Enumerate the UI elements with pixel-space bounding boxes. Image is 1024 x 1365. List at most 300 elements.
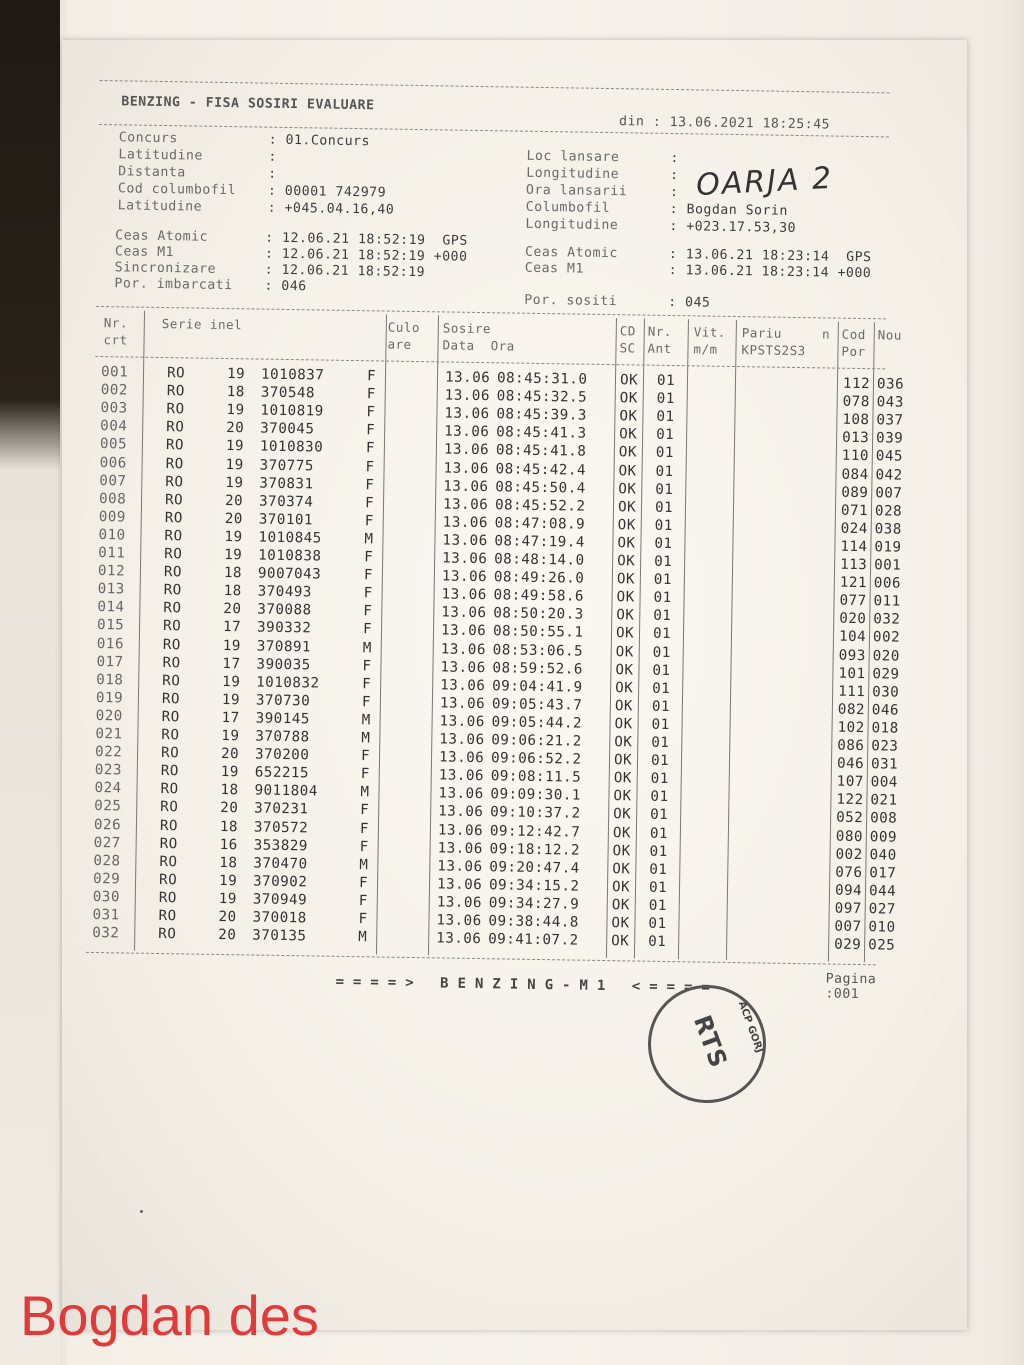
cell-data: 13.06	[436, 894, 483, 911]
cell-cod: 013	[841, 430, 870, 447]
cell-cod: 121	[839, 574, 868, 592]
cell-inel: 370200	[254, 746, 310, 764]
cell-data: 13.06	[439, 731, 485, 749]
cell-ora: 09:05:44.2	[491, 714, 583, 732]
cell-inel: 370470	[253, 855, 308, 873]
table-bottom-rule	[86, 952, 876, 965]
column-header-cd: CD SC	[619, 323, 636, 356]
cell-ora: 08:45:32.5	[496, 388, 588, 406]
cell-inel: 370018	[252, 909, 307, 927]
report-title: BENZING - FISA SOSIRI EVALUARE	[121, 94, 375, 114]
cell-an: 17	[222, 619, 242, 636]
cell-nou: 021	[870, 792, 898, 809]
cell-sex: M	[361, 730, 371, 747]
cell-nou: 027	[868, 901, 896, 918]
cell-cd: OK	[616, 589, 635, 606]
cell-nr: 028	[93, 852, 121, 870]
cell-inel: 370949	[252, 891, 308, 909]
cell-data: 13.06	[442, 532, 488, 550]
cell-inel: 652215	[254, 764, 310, 782]
cell-inel: 1010837	[260, 366, 325, 384]
cell-inel: 1010830	[259, 438, 324, 456]
cell-tara: RO	[164, 546, 183, 563]
cell-data: 13.06	[442, 496, 489, 513]
cell-cd: OK	[619, 426, 638, 443]
cell-inel: 370088	[257, 601, 312, 619]
cell-ant: 01	[655, 481, 674, 498]
cell-data: 13.06	[437, 858, 483, 875]
cell-tara: RO	[159, 817, 179, 834]
info-label: Latitudine	[118, 147, 203, 164]
cell-ora: 08:45:50.4	[495, 478, 586, 497]
column-header-cod: Cod Por	[841, 326, 866, 360]
cell-inel: 370902	[252, 873, 308, 891]
column-header-pariu: Pariu n KPSTS2S3	[741, 325, 831, 359]
cell-nou: 020	[872, 647, 900, 665]
cell-cd: OK	[614, 716, 633, 733]
cell-sex: F	[364, 549, 374, 566]
clock-label: Ceas M1	[114, 244, 175, 261]
column-header-serie: Serie inel	[161, 316, 243, 333]
cell-ora: 09:34:15.2	[488, 877, 580, 895]
cell-nr: 030	[92, 888, 121, 906]
cell-data: 13.06	[443, 441, 490, 459]
cell-cod: 086	[837, 737, 865, 755]
cell-nou: 032	[873, 611, 901, 628]
clock-value: : 13.06.21 18:23:14 +000	[668, 262, 872, 282]
cell-data: 13.06	[437, 839, 483, 857]
cell-cod: 122	[836, 791, 864, 809]
cell-cd: OK	[613, 806, 632, 823]
cell-ora: 09:05:43.7	[491, 696, 583, 714]
cell-an: 19	[221, 691, 241, 709]
cell-tara: RO	[161, 690, 181, 708]
cell-inel: 370231	[254, 800, 309, 818]
cell-cod: 020	[839, 610, 867, 628]
cell-data: 13.06	[444, 423, 490, 441]
info-value: : +023.17.53,30	[669, 218, 797, 236]
cell-nou: 009	[869, 828, 898, 846]
info-label: Cod columbofil	[117, 181, 237, 199]
cell-an: 18	[226, 384, 245, 401]
cell-sex: F	[365, 458, 375, 475]
cell-tara: RO	[161, 708, 180, 726]
cell-nr: 027	[93, 834, 121, 852]
cell-ora: 08:47:19.4	[494, 533, 585, 551]
paper-mark	[140, 1210, 143, 1213]
cell-tara: RO	[166, 365, 186, 382]
info-value: : 01.Concurs	[268, 132, 371, 150]
cell-inel: 370788	[255, 728, 310, 746]
cell-cd: OK	[611, 915, 630, 932]
cell-inel: 9007043	[257, 565, 322, 583]
clock-value: : 13.06.21 18:23:14 GPS	[668, 246, 872, 266]
cell-tara: RO	[158, 908, 177, 925]
cell-an: 19	[221, 727, 240, 745]
cell-tara: RO	[163, 600, 182, 617]
cell-nr: 012	[97, 563, 126, 580]
cell-nr: 020	[95, 707, 123, 725]
cell-data: 13.06	[443, 459, 489, 477]
cell-ora: 09:18:12.2	[489, 840, 581, 859]
cell-nr: 014	[97, 599, 125, 616]
cell-sex: M	[361, 712, 371, 729]
column-divider	[678, 319, 689, 959]
cell-inel: 370548	[260, 384, 316, 402]
cell-nou: 028	[874, 502, 903, 520]
clock-value: : 046	[264, 278, 307, 295]
info-value: :	[268, 149, 278, 165]
cell-ora: 08:45:41.8	[495, 442, 587, 461]
cell-cd: OK	[619, 390, 638, 407]
cell-cd: OK	[611, 933, 630, 950]
cell-cd: OK	[611, 878, 631, 896]
cell-cod: 084	[841, 466, 869, 483]
info-label: Longitudine	[525, 216, 619, 234]
cell-cod: 110	[841, 448, 870, 465]
cell-nou: 045	[875, 448, 904, 466]
cell-nr: 005	[99, 436, 128, 453]
cell-cd: OK	[612, 824, 632, 841]
cell-an: 20	[224, 510, 243, 528]
cell-cod: 112	[842, 375, 871, 393]
info-value: :	[268, 166, 277, 182]
cell-inel: 390145	[255, 710, 311, 728]
cell-nou: 017	[869, 864, 897, 882]
cell-inel: 390035	[256, 656, 311, 673]
cell-sex: F	[366, 386, 376, 403]
cell-ora: 09:38:44.8	[488, 913, 580, 931]
cell-inel: 370045	[260, 420, 315, 438]
cell-cd: OK	[615, 625, 635, 642]
cell-nou: 036	[876, 376, 905, 393]
cell-ora: 08:59:52.6	[492, 659, 584, 678]
cell-sex: F	[360, 802, 370, 819]
cell-ant: 01	[650, 789, 669, 806]
cell-nou: 004	[870, 774, 898, 791]
cell-ant: 01	[648, 933, 667, 951]
cell-cd: OK	[617, 535, 636, 552]
cell-cd: OK	[615, 643, 634, 660]
cell-an: 19	[224, 528, 243, 546]
cell-cd: OK	[611, 897, 630, 914]
cell-data: 13.06	[438, 767, 485, 785]
cell-ant: 01	[652, 662, 671, 679]
cell-cd: OK	[613, 788, 632, 805]
stamp-text: RTS	[688, 1011, 733, 1072]
cell-cd: OK	[617, 516, 636, 534]
cell-sex: F	[363, 567, 374, 584]
cell-an: 19	[226, 402, 245, 419]
cell-data: 13.06	[438, 803, 484, 821]
cell-nou: 031	[870, 756, 899, 773]
cell-an: 20	[218, 908, 237, 926]
cell-inel: 9011804	[254, 782, 318, 800]
cell-nr: 002	[100, 382, 129, 399]
cell-ant: 01	[653, 589, 672, 607]
cell-cd: OK	[612, 842, 631, 860]
cell-data: 13.06	[441, 568, 488, 586]
arrival-report	[85, 58, 930, 1001]
cell-nou: 043	[876, 394, 904, 411]
info-value: :	[670, 150, 680, 167]
cell-an: 19	[222, 637, 242, 654]
cell-sex: F	[365, 440, 376, 457]
cell-an: 19	[225, 438, 245, 455]
cell-cd: OK	[617, 553, 636, 570]
cell-nou: 018	[871, 720, 899, 737]
cell-ant: 01	[656, 408, 675, 426]
cell-an: 18	[223, 565, 243, 582]
cell-an: 19	[220, 764, 240, 781]
cell-nou: 040	[869, 846, 897, 864]
cell-nou: 029	[872, 665, 900, 683]
info-value: : +045.04.16,40	[267, 200, 395, 218]
cell-cod: 077	[839, 592, 867, 610]
cell-ant: 01	[652, 644, 671, 661]
cell-ant: 01	[649, 843, 668, 860]
info-label: Ora lansarii	[525, 182, 628, 200]
cell-an: 19	[222, 673, 241, 690]
column-divider	[134, 311, 145, 951]
cell-ant: 01	[654, 553, 673, 571]
cell-an: 17	[222, 655, 241, 672]
cell-cd: OK	[612, 860, 631, 878]
cell-data: 13.06	[436, 912, 482, 930]
column-header-vit: Vit. m/m	[693, 324, 726, 357]
cell-ant: 01	[652, 680, 671, 697]
cell-tara: RO	[160, 745, 180, 762]
cell-ora: 08:45:42.4	[495, 460, 587, 479]
cell-an: 19	[224, 547, 243, 564]
page-number: Pagina :001	[825, 971, 877, 1003]
cell-nou: 010	[868, 919, 896, 936]
cell-cd: OK	[616, 607, 635, 624]
cell-ant: 01	[655, 445, 675, 462]
cell-data: 13.06	[437, 821, 484, 839]
cell-tara: RO	[164, 527, 183, 545]
cell-an: 20	[226, 420, 245, 437]
cell-an: 18	[219, 818, 239, 835]
cell-ant: 01	[650, 770, 669, 788]
cell-ora: 08:50:20.3	[493, 605, 584, 623]
cell-ant: 01	[648, 915, 667, 933]
cell-cod: 113	[840, 556, 868, 574]
cell-ant: 01	[653, 608, 672, 625]
cell-ora: 09:10:37.2	[490, 804, 581, 823]
cell-ant: 01	[653, 571, 673, 589]
cell-ant: 01	[651, 716, 670, 733]
cell-cd: OK	[614, 734, 633, 751]
clock-label: Ceas M1	[524, 260, 584, 277]
cell-inel: 390332	[256, 619, 312, 637]
cell-ant: 01	[656, 372, 676, 390]
top-rule	[100, 80, 890, 93]
cell-sex: M	[360, 784, 370, 801]
cell-tara: RO	[166, 419, 185, 436]
info-label: Columbofil	[525, 199, 611, 217]
cell-cd: OK	[616, 571, 636, 588]
cell-sex: F	[361, 693, 372, 711]
cell-tara: RO	[158, 871, 178, 889]
cell-inel: 1010819	[260, 402, 324, 420]
cell-nou: 037	[876, 412, 904, 429]
cell-ant: 01	[649, 825, 669, 842]
cell-cd: OK	[619, 372, 639, 389]
cell-inel: 370730	[255, 692, 311, 710]
cell-inel: 370891	[256, 638, 312, 655]
cell-nou: 025	[868, 937, 896, 954]
cell-sex: F	[362, 621, 373, 638]
cell-cd: OK	[618, 444, 638, 461]
cell-cd: OK	[619, 408, 638, 425]
cell-inel: 1010832	[256, 674, 320, 692]
cell-nr: 021	[95, 726, 123, 743]
cell-ant: 01	[654, 517, 673, 534]
cell-ora: 08:53:06.5	[492, 641, 584, 660]
cell-nr: 022	[94, 744, 123, 761]
info-label: Longitudine	[526, 165, 620, 183]
clock-value: : 12.06.21 18:52:19 GPS	[265, 230, 468, 249]
clock-label: Ceas Atomic	[524, 244, 618, 262]
cell-data: 13.06	[443, 478, 489, 495]
cell-sex: F	[359, 838, 369, 855]
cell-cod: 078	[842, 393, 870, 411]
cell-an: 16	[219, 836, 238, 853]
cell-nr: 008	[98, 490, 127, 508]
clock-value: : 12.06.21 18:52:19 +000	[264, 246, 468, 265]
cell-ora: 08:49:58.6	[493, 587, 585, 605]
cell-nou: 007	[875, 484, 903, 502]
cell-ant: 01	[648, 879, 668, 896]
clock-label: Por. sositi	[524, 292, 618, 310]
cell-ant: 01	[651, 734, 670, 752]
cell-cod: 094	[834, 882, 863, 899]
cell-tara: RO	[162, 654, 181, 671]
cell-ant: 01	[651, 698, 671, 715]
clock-value: : 045	[668, 294, 711, 311]
cell-sex: F	[366, 404, 376, 421]
report-date: din : 13.06.2021 18:25:45	[618, 114, 831, 133]
cell-cod: 108	[842, 411, 870, 429]
cell-nou: 008	[870, 810, 898, 828]
info-label: Concurs	[118, 130, 178, 147]
cell-ant: 01	[648, 897, 667, 914]
cell-cod: 093	[838, 647, 866, 664]
info-label: Distanta	[118, 164, 186, 181]
cell-tara: RO	[159, 853, 178, 871]
cell-data: 13.06	[440, 677, 486, 694]
cell-inel: 370493	[257, 583, 313, 601]
cell-cd: OK	[614, 697, 634, 715]
cell-cod: 007	[834, 918, 862, 936]
cell-data: 13.06	[441, 604, 487, 622]
cell-nr: 004	[100, 418, 128, 435]
cell-cod: 046	[836, 755, 865, 773]
info-value: :	[670, 167, 679, 184]
cell-sex: F	[358, 893, 368, 910]
footer-brand: ====> BENZING-M1 <====	[335, 973, 720, 996]
cell-an: 20	[220, 746, 240, 763]
cell-cod: 071	[840, 502, 869, 519]
cell-ora: 08:48:14.0	[494, 551, 585, 569]
background-shadow	[0, 0, 60, 1365]
cell-nou: 001	[874, 557, 902, 574]
cell-sex: F	[366, 422, 376, 439]
cell-inel: 370374	[258, 493, 314, 511]
cell-cod: 029	[834, 936, 862, 954]
clock-label: Por. imbarcati	[114, 276, 233, 294]
cell-sex: F	[358, 874, 369, 892]
cell-an: 18	[220, 782, 239, 799]
column-header-culoare: Culo are	[387, 319, 421, 352]
cell-tara: RO	[161, 727, 180, 744]
cell-tara: RO	[162, 636, 182, 653]
cell-nr: 007	[99, 472, 127, 490]
cell-nr: 001	[100, 364, 129, 381]
cell-tara: RO	[166, 383, 185, 400]
info-value: : Bogdan Sorin	[669, 201, 788, 219]
cell-data: 13.06	[440, 640, 487, 658]
cell-ora: 08:45:31.0	[496, 370, 588, 388]
cell-inel: 353829	[253, 837, 309, 854]
cell-cd: OK	[618, 462, 637, 479]
cell-sex: M	[359, 856, 369, 874]
cell-nr: 031	[92, 906, 120, 924]
cell-cod: 107	[836, 773, 864, 791]
cell-cod: 024	[840, 520, 868, 537]
cell-cd: OK	[613, 770, 632, 787]
cell-inel: 1010845	[258, 529, 322, 547]
cell-nr: 011	[98, 545, 126, 562]
column-header-nou: Nou	[877, 327, 902, 343]
column-divider	[726, 320, 737, 960]
cell-an: 17	[221, 709, 240, 727]
cell-tara: RO	[163, 582, 182, 599]
cell-nou: 046	[871, 702, 900, 719]
cell-cod: 114	[840, 538, 868, 556]
cell-ora: 09:06:21.2	[491, 732, 582, 750]
cell-nr: 015	[96, 617, 125, 634]
info-label: Latitudine	[117, 198, 203, 215]
cell-ora: 09:08:11.5	[490, 768, 582, 786]
cell-ora: 08:45:52.2	[494, 496, 586, 515]
info-label: Loc lansare	[526, 148, 620, 166]
cell-tara: RO	[166, 401, 185, 418]
cell-nou: 002	[872, 629, 901, 647]
cell-nou: 042	[875, 466, 903, 484]
cell-ora: 08:49:26.0	[493, 569, 585, 587]
clock-label: Ceas Atomic	[115, 228, 209, 245]
cell-ant: 01	[650, 752, 670, 770]
cell-data: 13.06	[438, 749, 485, 767]
cell-ora: 09:06:52.2	[490, 750, 582, 768]
cell-ora: 09:12:42.7	[489, 822, 581, 841]
cell-cod: 102	[837, 719, 865, 736]
cell-ora: 09:09:30.1	[490, 786, 582, 804]
cell-an: 19	[218, 872, 238, 890]
cell-data: 13.06	[444, 405, 490, 423]
cell-ant: 01	[650, 807, 669, 824]
cell-nr: 025	[94, 798, 122, 815]
info-value: : 00001 742979	[267, 183, 387, 201]
cell-nr: 009	[98, 508, 127, 526]
cell-cd: OK	[613, 752, 633, 769]
cell-nou: 011	[873, 593, 901, 610]
cell-sex: F	[364, 494, 375, 512]
cell-ora: 08:45:39.3	[496, 406, 587, 424]
cell-nr: 006	[99, 454, 127, 471]
